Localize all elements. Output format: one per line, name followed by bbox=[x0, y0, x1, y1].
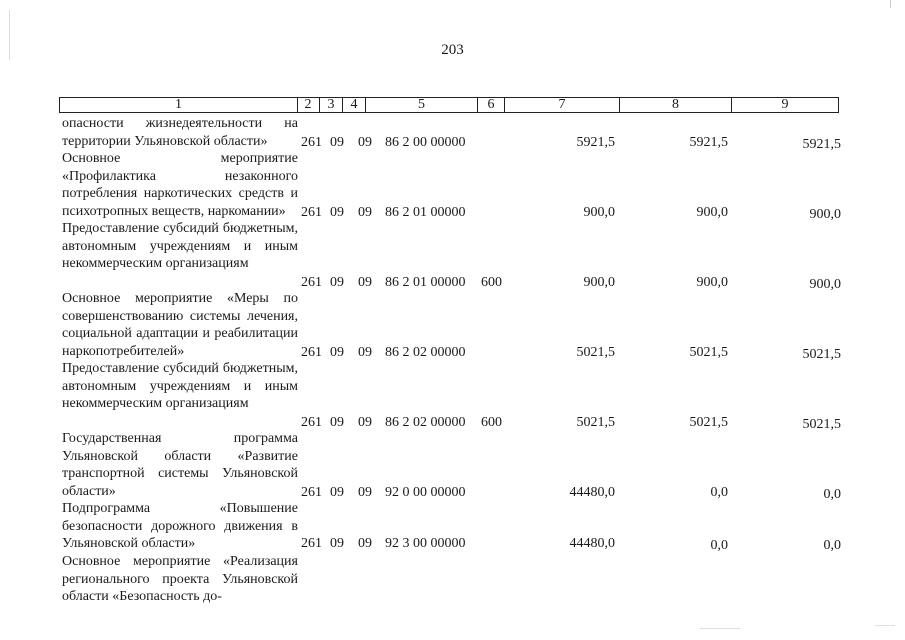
cell-amount-3: 5021,5 bbox=[802, 417, 841, 432]
cell-subsection: 09 bbox=[358, 345, 372, 360]
header-col-7: 7 bbox=[505, 97, 620, 113]
header-col-1: 1 bbox=[59, 97, 298, 113]
cell-subsection: 09 bbox=[358, 415, 372, 430]
cell-chapter: 261 bbox=[301, 485, 322, 500]
row-description: Предоставление субсидий бюджетным, автономным учреждениям и иным некоммерческим организациям bbox=[62, 361, 298, 411]
cell-amount-2: 0,0 bbox=[710, 538, 728, 553]
cell-amount-2: 5021,5 bbox=[689, 415, 728, 430]
cell-chapter: 261 bbox=[301, 536, 322, 551]
cell-amount-3: 0,0 bbox=[823, 538, 841, 553]
table-header bbox=[59, 97, 839, 113]
cell-chapter: 261 bbox=[301, 275, 322, 290]
row-description: Подпрограмма «Повышение безопасности дорожного движения в Ульяновской области» bbox=[62, 501, 298, 551]
cell-code: 92 0 00 00000 bbox=[385, 485, 466, 500]
cell-amount-3: 900,0 bbox=[809, 277, 841, 292]
cell-amount-1: 44480,0 bbox=[569, 536, 615, 551]
cell-chapter: 261 bbox=[301, 345, 322, 360]
cell-amount-3: 900,0 bbox=[809, 207, 841, 222]
row-description: Предоставление субсидий бюджетным, автономным учреждениям и иным некоммерческим организациям bbox=[62, 221, 298, 271]
cell-amount-3: 0,0 bbox=[823, 487, 841, 502]
cell-code: 86 2 01 00000 bbox=[385, 275, 466, 290]
cell-amount-1: 44480,0 bbox=[569, 485, 615, 500]
page-number: 203 bbox=[441, 42, 464, 58]
cell-section: 09 bbox=[330, 536, 344, 551]
cell-code: 86 2 02 00000 bbox=[385, 415, 466, 430]
cell-section: 09 bbox=[330, 415, 344, 430]
header-col-9: 9 bbox=[732, 97, 839, 113]
header-col-4: 4 bbox=[343, 97, 366, 113]
cell-code: 86 2 01 00000 bbox=[385, 205, 466, 220]
cell-section: 09 bbox=[330, 135, 344, 150]
scan-mark bbox=[875, 625, 895, 626]
header-col-2: 2 bbox=[297, 97, 320, 113]
scan-mark bbox=[700, 628, 740, 629]
row-description: Основное мероприятие «Меры по совершенствованию системы лечения, социальной адаптации и реабилитации наркопотребителей» bbox=[62, 291, 298, 359]
header-col-5: 5 bbox=[366, 97, 478, 113]
header-col-3: 3 bbox=[320, 97, 343, 113]
cell-section: 09 bbox=[330, 275, 344, 290]
scan-mark bbox=[9, 10, 10, 60]
cell-subsection: 09 bbox=[358, 275, 372, 290]
header-col-6: 6 bbox=[478, 97, 505, 113]
cell-amount-2: 5921,5 bbox=[689, 135, 728, 150]
cell-amount-1: 5021,5 bbox=[576, 415, 615, 430]
header-col-8: 8 bbox=[620, 97, 732, 113]
row-description: Государственная программа Ульяновской области «Развитие транспортной системы Ульяновской области» bbox=[62, 431, 298, 499]
cell-type: 600 bbox=[481, 415, 502, 430]
cell-amount-3: 5921,5 bbox=[802, 137, 841, 152]
cell-code: 86 2 00 00000 bbox=[385, 135, 466, 150]
cell-amount-1: 5021,5 bbox=[576, 345, 615, 360]
cell-code: 92 3 00 00000 bbox=[385, 536, 466, 551]
cell-amount-2: 0,0 bbox=[710, 485, 728, 500]
cell-amount-1: 900,0 bbox=[583, 205, 615, 220]
cell-subsection: 09 bbox=[358, 205, 372, 220]
cell-chapter: 261 bbox=[301, 205, 322, 220]
cell-section: 09 bbox=[330, 345, 344, 360]
cell-type: 600 bbox=[481, 275, 502, 290]
scan-mark bbox=[890, 0, 891, 8]
cell-amount-2: 900,0 bbox=[696, 205, 728, 220]
cell-subsection: 09 bbox=[358, 485, 372, 500]
cell-code: 86 2 02 00000 bbox=[385, 345, 466, 360]
row-description: Основное мероприятие «Реализация регионального проекта Ульяновской области «Безопасность до- bbox=[62, 554, 298, 604]
row-description: опасности жизнедеятельности на территории Ульяновской области» bbox=[62, 116, 298, 149]
cell-subsection: 09 bbox=[358, 135, 372, 150]
cell-subsection: 09 bbox=[358, 536, 372, 551]
cell-chapter: 261 bbox=[301, 135, 322, 150]
cell-amount-3: 5021,5 bbox=[802, 347, 841, 362]
cell-amount-1: 900,0 bbox=[583, 275, 615, 290]
cell-amount-2: 900,0 bbox=[696, 275, 728, 290]
cell-chapter: 261 bbox=[301, 415, 322, 430]
cell-amount-2: 5021,5 bbox=[689, 345, 728, 360]
cell-section: 09 bbox=[330, 205, 344, 220]
cell-section: 09 bbox=[330, 485, 344, 500]
cell-amount-1: 5921,5 bbox=[576, 135, 615, 150]
row-description: Основное мероприятие «Профилактика незаконного потребления наркотических средств и психотропных веществ, наркомании» bbox=[62, 151, 298, 219]
